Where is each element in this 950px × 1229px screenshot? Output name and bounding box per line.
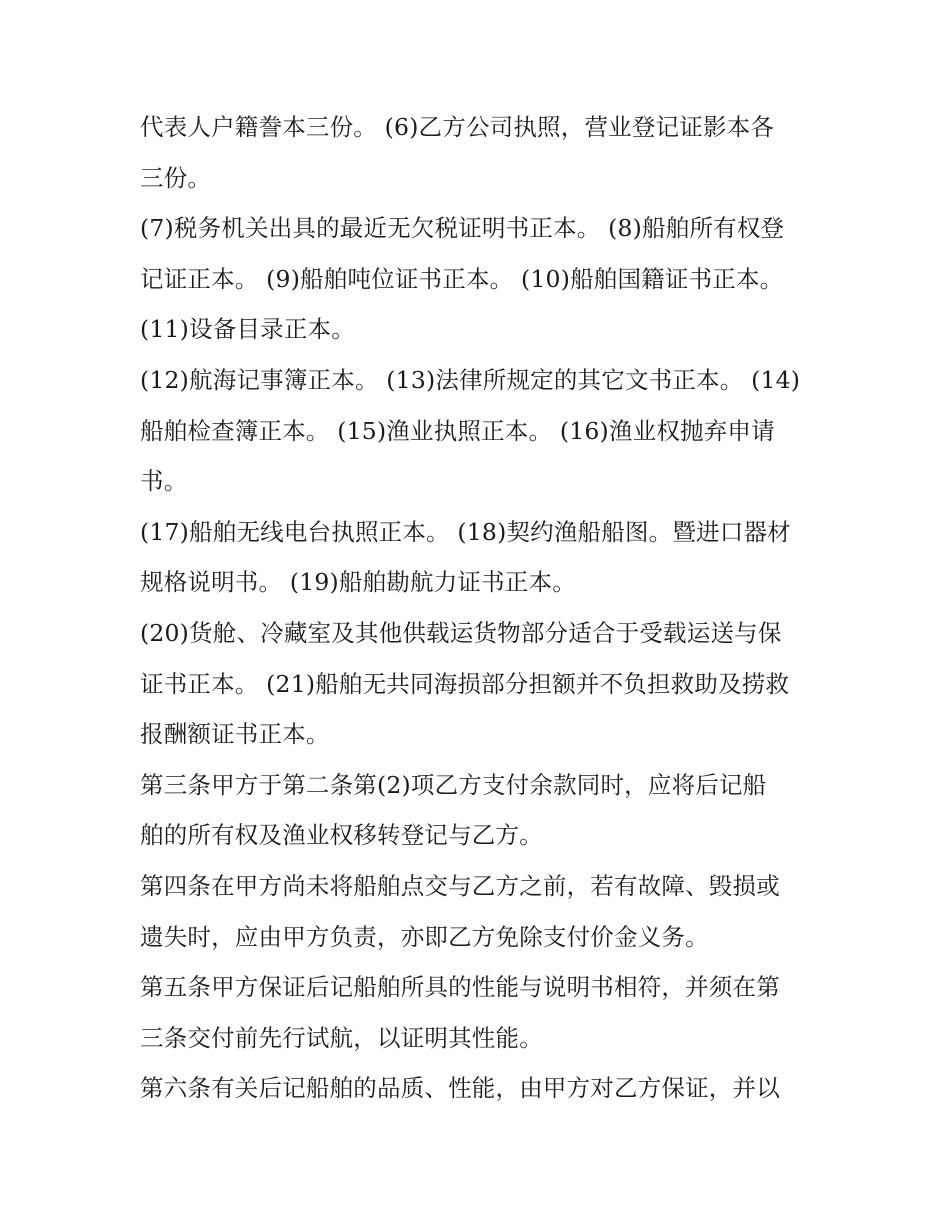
text-line: 船舶检查簿正本。 (15)渔业执照正本。 (16)渔业权抛弃申请 bbox=[140, 416, 775, 445]
article-3-line: 舶的所有权及渔业权移转登记与乙方。 bbox=[140, 821, 543, 850]
text-line: (11)设备目录正本。 bbox=[140, 315, 355, 344]
text-line: 报酬额证书正本。 bbox=[140, 720, 330, 749]
text-line: 代表人户籍誊本三份。 (6)乙方公司执照，营业登记证影本各 bbox=[140, 113, 775, 141]
text-line: 规格说明书。 (19)船舶勘航力证书正本。 bbox=[140, 568, 576, 597]
text-line: 记证正本。 (9)船舶吨位证书正本。 (10)船舶国籍证书正本。 bbox=[140, 264, 784, 293]
text-line: (17)船舶无线电台执照正本。 (18)契约渔船船图。暨进口器材 bbox=[140, 517, 791, 546]
text-line: (20)货舱、冷藏室及其他供载运货物部分适合于受载运送与保 bbox=[140, 618, 782, 647]
article-4-line: 第四条在甲方尚未将船舶点交与乙方之前，若有故障、毁损或 bbox=[140, 871, 780, 900]
text-line: (12)航海记事簿正本。 (13)法律所规定的其它文书正本。 (14) bbox=[140, 365, 801, 394]
article-3-line: 第三条甲方于第二条第(2)项乙方支付余款同时，应将后记船 bbox=[140, 770, 767, 799]
text-line: 书。 bbox=[140, 467, 188, 496]
text-line: 证书正本。 (21)船舶无共同海损部分担额并不负担救助及捞救 bbox=[140, 669, 790, 698]
article-6-line: 第六条有关后记船舶的品质、性能，由甲方对乙方保证，并以 bbox=[140, 1074, 780, 1103]
text-line: (7)税务机关出具的最近无欠税证明书正本。 (8)船舶所有权登 bbox=[140, 214, 785, 243]
text-line: 三份。 bbox=[140, 163, 212, 192]
document-body bbox=[140, 102, 820, 1114]
article-5-line: 三条交付前先行试航，以证明其性能。 bbox=[140, 1023, 543, 1052]
article-5-line: 第五条甲方保证后记船舶所具的性能与说明书相符，并须在第 bbox=[140, 973, 780, 1002]
article-4-line: 遗失时，应由甲方负责，亦即乙方免除支付价金义务。 bbox=[140, 922, 709, 951]
